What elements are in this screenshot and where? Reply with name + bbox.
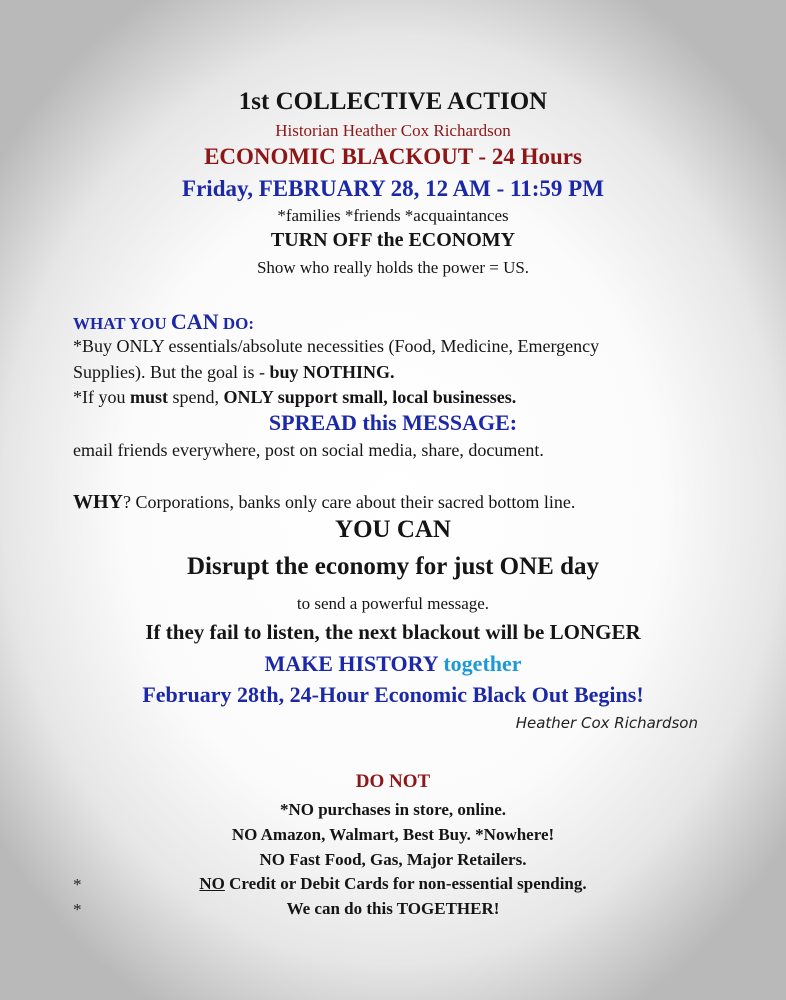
- turn-off-heading: TURN OFF the ECONOMY: [270, 229, 516, 251]
- local-business-prefix: *If you: [73, 387, 130, 407]
- local-business-must: must: [130, 387, 169, 407]
- you-can-heading: YOU CAN: [335, 516, 451, 543]
- disrupt-heading: Disrupt the economy for just ONE day: [186, 553, 600, 580]
- date-time: Friday, FEBRUARY 28, 12 AM - 11:59 PM: [182, 176, 604, 201]
- author-line: Historian Heather Cox Richardson: [275, 121, 511, 140]
- flyer-title: 1st COLLECTIVE ACTION: [238, 88, 548, 115]
- local-business-bold: ONLY support small, local businesses.: [223, 387, 517, 407]
- bullet-star-2: *: [73, 900, 82, 919]
- begins-line: February 28th, 24-Hour Economic Black Out Begins!: [142, 682, 644, 707]
- do-not-line-4-rest: Credit or Debit Cards for non-essential spending.: [224, 874, 587, 893]
- make-history-heading: [0, 651, 786, 677]
- can-do-heading: [73, 309, 254, 335]
- local-business-line: [73, 387, 516, 408]
- audience-line: *families *friends *acquaintances: [277, 206, 509, 225]
- bullet-star-1: *: [73, 875, 82, 894]
- do-not-line-3: NO Fast Food, Gas, Major Retailers.: [259, 850, 527, 869]
- do-not-line-5: We can do this TOGETHER!: [286, 899, 500, 918]
- buy-nothing-bold: buy NOTHING.: [269, 362, 395, 382]
- local-business-mid: spend,: [168, 387, 224, 407]
- make-history-together: together: [443, 651, 522, 676]
- spread-text: email friends everywhere, post on social media, share, document.: [73, 440, 544, 460]
- do-not-line-1: *NO purchases in store, online.: [279, 800, 507, 819]
- why-label: WHY: [73, 491, 123, 513]
- make-history-prefix: MAKE HISTORY: [264, 651, 444, 676]
- power-line: Show who really holds the power = US.: [256, 258, 530, 277]
- why-line: [73, 491, 575, 514]
- can-do-heading-prefix: WHAT YOU: [73, 314, 171, 333]
- can-do-heading-can: CAN: [170, 309, 219, 334]
- buy-nothing-prefix: Supplies). But the goal is -: [73, 362, 270, 382]
- signature: Heather Cox Richardson: [515, 714, 698, 732]
- blackout-heading: ECONOMIC BLACKOUT - 24 Hours: [204, 144, 582, 169]
- do-not-line-2: NO Amazon, Walmart, Best Buy. *Nowhere!: [231, 825, 555, 844]
- do-not-line-4: [0, 874, 786, 894]
- buy-nothing-line: [73, 362, 395, 383]
- longer-line: If they fail to listen, the next blackout will be LONGER: [145, 620, 641, 644]
- can-do-heading-suffix: DO:: [218, 314, 255, 333]
- essentials-line: *Buy ONLY essentials/absolute necessities (Food, Medicine, Emergency: [73, 336, 600, 356]
- spread-heading: SPREAD this MESSAGE:: [268, 410, 518, 435]
- why-text: ? Corporations, banks only care about their sacred bottom line.: [123, 492, 576, 512]
- powerful-message-line: to send a powerful message.: [296, 594, 490, 613]
- do-not-line-4-no: NO: [199, 874, 225, 893]
- do-not-heading: DO NOT: [355, 771, 431, 792]
